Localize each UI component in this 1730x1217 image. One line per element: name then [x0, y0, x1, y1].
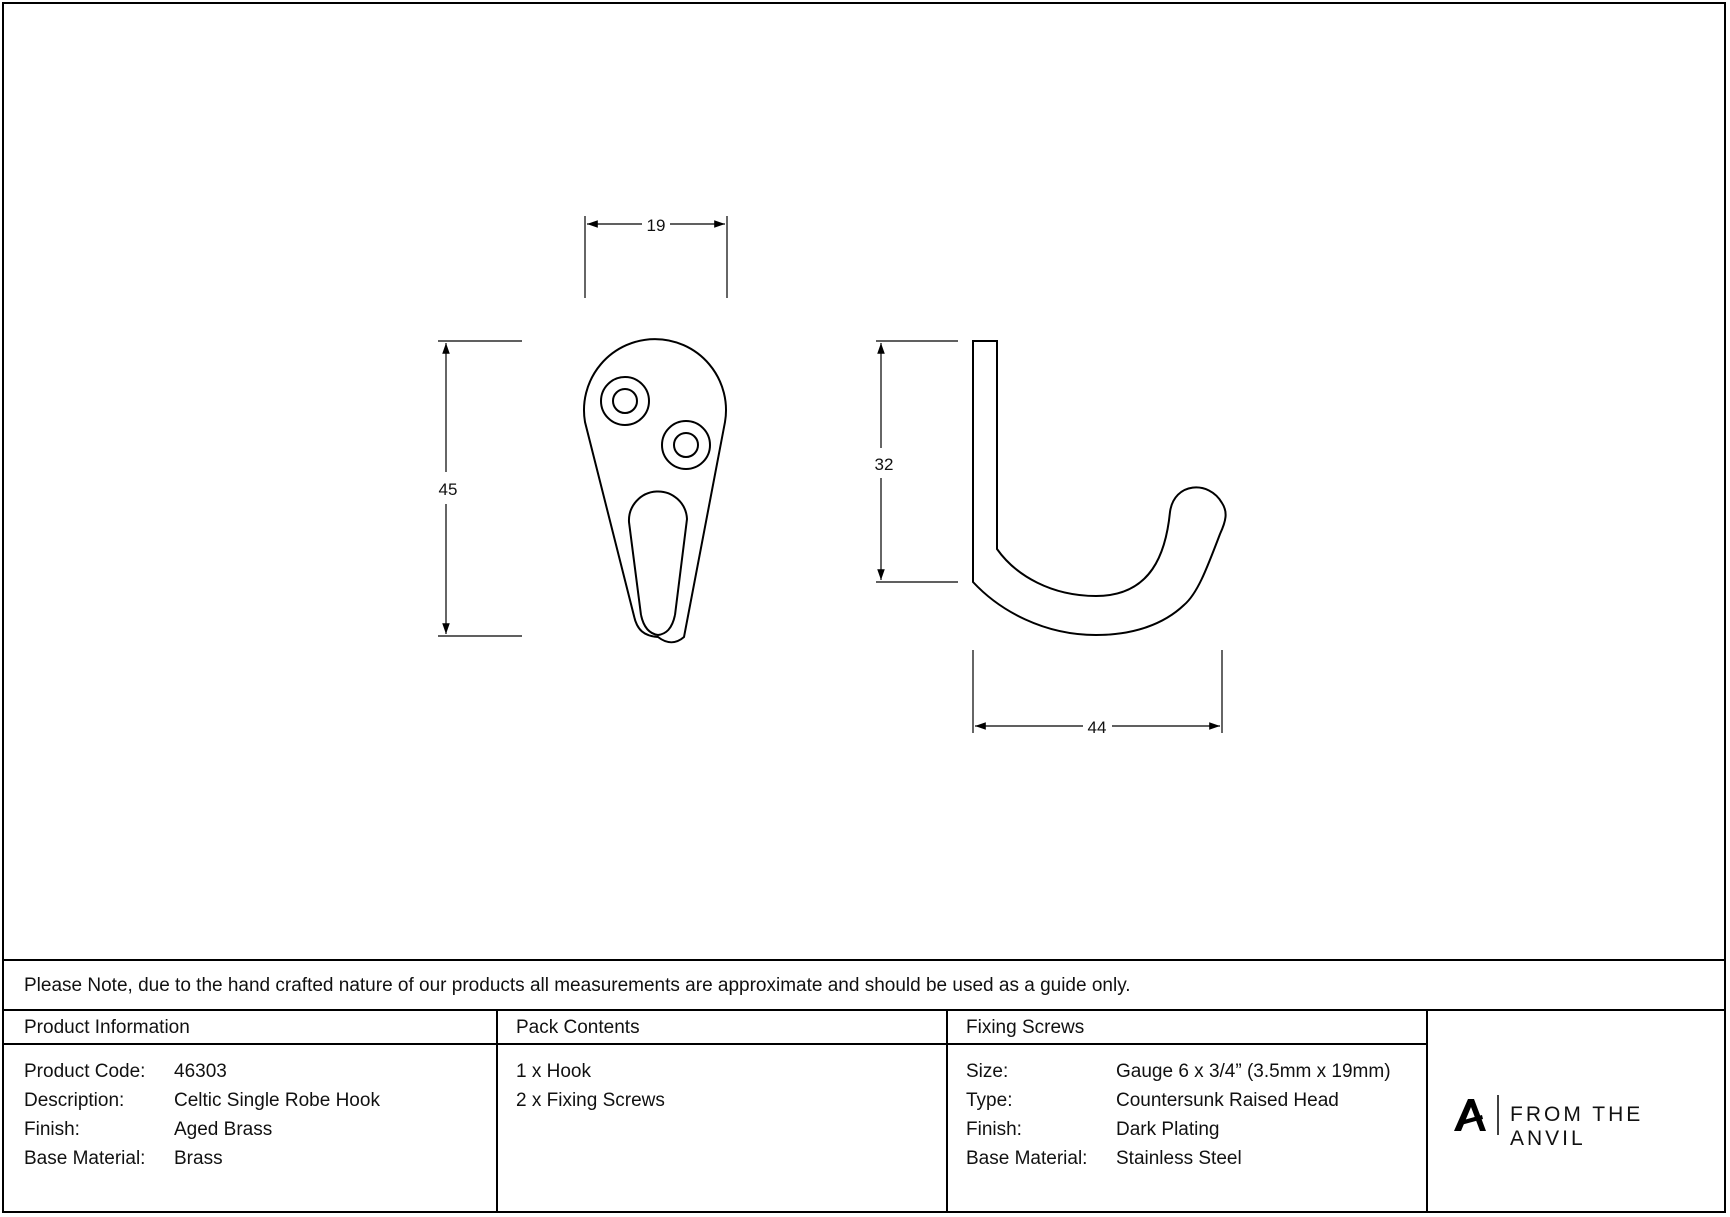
product-information-column	[4, 1009, 496, 1211]
row-value: Stainless Steel	[1116, 1148, 1242, 1169]
row-label: Finish:	[24, 1119, 80, 1140]
row-value: 46303	[174, 1061, 227, 1082]
pack-contents-title: Pack Contents	[516, 1017, 640, 1038]
row-label: Base Material:	[966, 1148, 1088, 1169]
product-information-header	[4, 1009, 496, 1045]
front-view-hook	[584, 339, 726, 642]
row-value: Celtic Single Robe Hook	[174, 1090, 380, 1111]
row-value: Gauge 6 x 3/4” (3.5mm x 19mm)	[1116, 1061, 1391, 1082]
row-label: Base Material:	[24, 1148, 146, 1169]
fixing-screws-title: Fixing Screws	[966, 1017, 1085, 1038]
row-label: Product Code:	[24, 1061, 146, 1082]
drawing-sheet	[2, 2, 1726, 1213]
pack-contents-column	[496, 1009, 946, 1211]
brand-logo-area	[1428, 1009, 1724, 1211]
pack-item-text: 1 x Hook	[516, 1061, 591, 1082]
fixing-screws-header	[946, 1009, 1428, 1045]
row-label: Description:	[24, 1090, 125, 1111]
pack-contents-header	[496, 1009, 946, 1045]
dimension-front-height	[438, 341, 522, 636]
row-label: Type:	[966, 1090, 1013, 1111]
screw-hole-outer-1	[601, 377, 649, 425]
brand-name: FROM THE ANVIL	[1510, 1103, 1644, 1150]
side-profile-outline	[973, 341, 1226, 635]
screw-hole-outer-2	[662, 421, 710, 469]
dimension-front-width	[585, 216, 727, 298]
anvil-a-logo-icon	[1452, 1095, 1506, 1135]
pack-item-text: 2 x Fixing Screws	[516, 1090, 665, 1111]
dimension-side-height	[875, 341, 958, 582]
row-label: Finish:	[966, 1119, 1022, 1140]
dimension-label-side-projection: 44	[1087, 718, 1107, 737]
dimension-side-projection	[973, 650, 1222, 737]
measurement-note	[4, 959, 1724, 1011]
screw-hole-inner-2	[674, 433, 698, 457]
screw-hole-inner-1	[613, 389, 637, 413]
dimension-label-front-width: 19	[646, 216, 666, 235]
row-value: Countersunk Raised Head	[1116, 1090, 1339, 1111]
row-value: Brass	[174, 1148, 223, 1169]
dimension-label-side-height: 32	[874, 455, 894, 474]
row-value: Dark Plating	[1116, 1119, 1220, 1140]
dimension-label-front-height: 45	[438, 480, 458, 499]
measurement-note-text: Please Note, due to the hand crafted nature of our products all measurements are approximate and should be used as a guide only.	[24, 975, 1131, 996]
row-value: Aged Brass	[174, 1119, 273, 1140]
product-information-title: Product Information	[24, 1017, 190, 1038]
technical-drawing	[4, 4, 1724, 959]
hook-arm-front	[629, 491, 687, 615]
row-label: Size:	[966, 1061, 1009, 1082]
fixing-screws-column	[946, 1009, 1428, 1211]
info-table	[4, 1009, 1724, 1211]
side-view-hook	[973, 341, 1226, 635]
